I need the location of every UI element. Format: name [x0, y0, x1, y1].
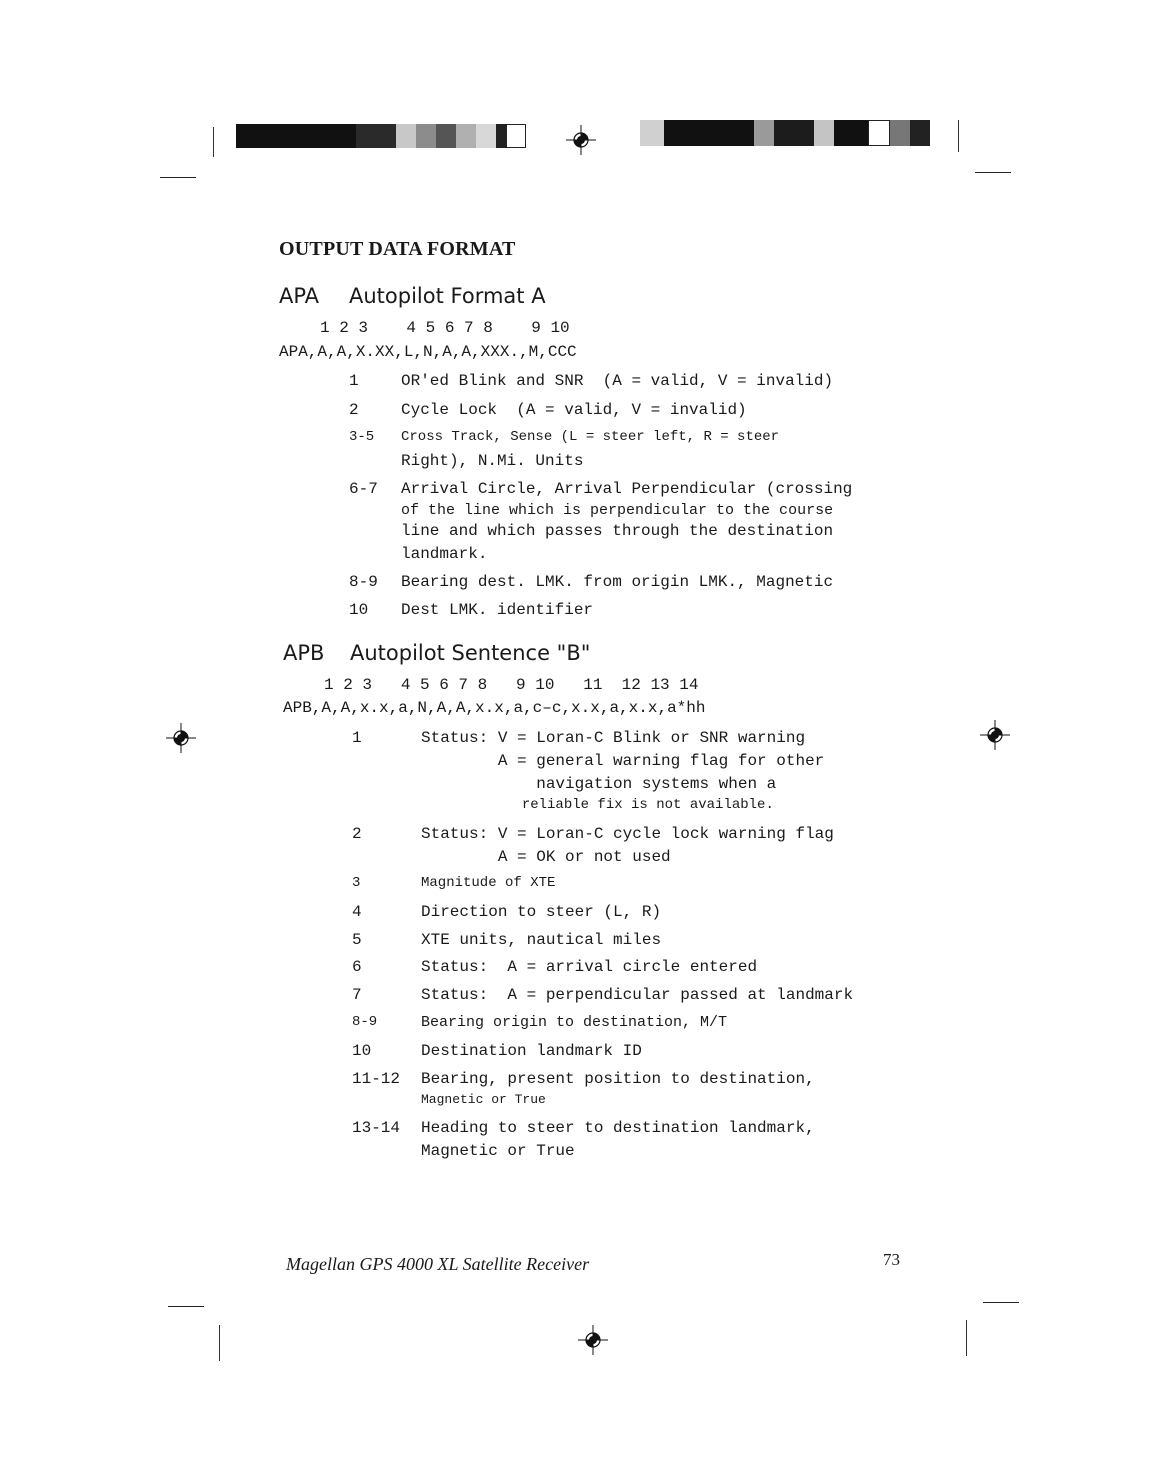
- apa-code: APA: [279, 284, 320, 308]
- apa-field-num: 6-7: [349, 480, 378, 498]
- apb-field-desc: Status: V = Loran-C Blink or SNR warning: [421, 729, 806, 747]
- top-left-trim-line: [160, 177, 196, 178]
- apb-field-desc: Magnetic or True: [421, 1092, 546, 1107]
- apa-field-desc: Cycle Lock (A = valid, V = invalid): [401, 401, 747, 419]
- apb-field-desc: Destination landmark ID: [421, 1042, 642, 1060]
- bottom-left-crop-mark: [219, 1325, 220, 1361]
- apa-field-num: 3-5: [349, 429, 375, 445]
- bottom-registration-target-icon: [578, 1325, 608, 1355]
- right-density-bar: [640, 120, 930, 146]
- apb-field-desc: Direction to steer (L, R): [421, 903, 662, 921]
- apa-title: Autopilot Format A: [349, 284, 546, 308]
- apa-field-desc: OR'ed Blink and SNR (A = valid, V = invalid): [401, 372, 834, 390]
- apa-field-desc: Arrival Circle, Arrival Perpendicular (crossing: [401, 480, 853, 498]
- apb-field-desc: Magnetic or True: [421, 1142, 575, 1160]
- apb-field-desc: Status: A = perpendicular passed at landmark: [421, 986, 854, 1004]
- page-number: 73: [883, 1250, 900, 1269]
- apa-field-num: 2: [349, 401, 359, 419]
- apa-field-num: 1: [349, 372, 359, 390]
- apb-code: APB: [283, 641, 325, 665]
- apb-field-desc: Magnitude of XTE: [421, 875, 556, 891]
- apa-field-num: 8-9: [349, 573, 378, 591]
- apb-field-desc: Status: V = Loran-C cycle lock warning flag: [421, 825, 834, 843]
- top-left-crop-mark: [213, 127, 214, 157]
- apb-field-num: 3: [352, 875, 361, 891]
- apb-field-desc: A = general warning flag for other: [421, 752, 825, 770]
- apb-field-numbers: 1 2 3 4 5 6 7 8 9 10 11 12 13 14: [324, 676, 699, 694]
- bottom-right-crop-mark: [966, 1320, 967, 1356]
- apa-field-desc: Cross Track, Sense (L = steer left, R = steer: [401, 429, 780, 445]
- apb-field-num: 2: [352, 825, 362, 843]
- apb-field-num: 5: [352, 931, 362, 949]
- apb-field-num: 10: [352, 1042, 372, 1060]
- apa-field-desc: landmark.: [401, 545, 488, 563]
- apa-field-desc: Dest LMK. identifier: [401, 601, 594, 619]
- right-registration-target-icon: [980, 720, 1010, 750]
- apb-field-num: 11-12: [352, 1070, 401, 1088]
- apa-field-desc: of the line which is perpendicular to the course: [401, 502, 834, 519]
- left-density-bar: [236, 124, 526, 148]
- apa-sentence: APA,A,A,X.XX,L,N,A,A,XXX.,M,CCC: [279, 343, 577, 361]
- apb-field-desc: A = OK or not used: [421, 848, 671, 866]
- top-right-crop-mark: [958, 120, 959, 152]
- apb-field-num: 6: [352, 958, 362, 976]
- apb-field-desc: Heading to steer to destination landmark,: [421, 1119, 815, 1137]
- apb-field-desc: reliable fix is not available.: [421, 797, 774, 813]
- top-registration-target-icon: [566, 125, 596, 155]
- bottom-right-trim-line: [983, 1302, 1019, 1303]
- top-right-trim-line: [975, 172, 1011, 173]
- apb-field-desc: Status: A = arrival circle entered: [421, 958, 758, 976]
- apb-field-desc: XTE units, nautical miles: [421, 931, 662, 949]
- footer-title: Magellan GPS 4000 XL Satellite Receiver: [286, 1254, 590, 1274]
- apb-field-num: 7: [352, 986, 362, 1004]
- apb-field-desc: Bearing origin to destination, M/T: [421, 1014, 728, 1031]
- apb-field-num: 8-9: [352, 1014, 378, 1030]
- left-registration-target-icon: [166, 723, 196, 753]
- apa-field-desc: line and which passes through the destination: [401, 522, 834, 540]
- bottom-left-trim-line: [168, 1306, 204, 1307]
- apa-field-numbers: 1 2 3 4 5 6 7 8 9 10: [320, 319, 570, 337]
- apb-field-num: 13-14: [352, 1119, 401, 1137]
- apb-sentence: APB,A,A,x.x,a,N,A,A,x.x,a,c–c,x.x,a,x.x,a*hh: [283, 699, 706, 717]
- apa-field-num: 10: [349, 601, 369, 619]
- apb-title: Autopilot Sentence "B": [350, 641, 591, 665]
- apa-field-desc: Right), N.Mi. Units: [401, 452, 584, 470]
- section-title: OUTPUT DATA FORMAT: [279, 238, 516, 260]
- apb-field-num: 4: [352, 903, 362, 921]
- apb-field-desc: navigation systems when a: [421, 775, 777, 793]
- apa-field-desc: Bearing dest. LMK. from origin LMK., Magnetic: [401, 573, 834, 591]
- apb-field-desc: Bearing, present position to destination,: [421, 1070, 815, 1088]
- apb-field-num: 1: [352, 729, 362, 747]
